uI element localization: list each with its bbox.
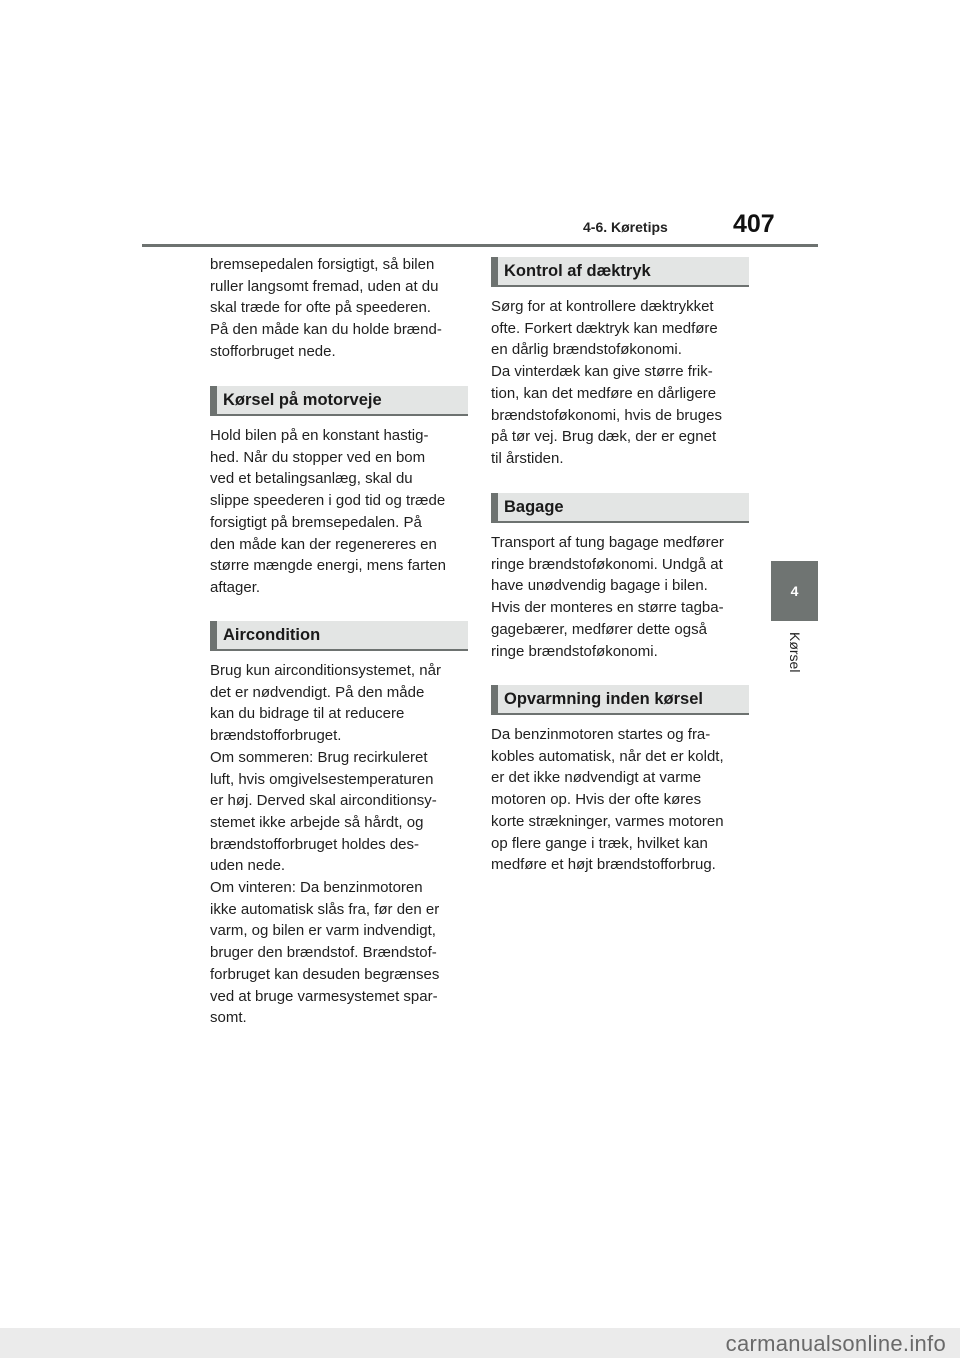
- chapter-label: Kørsel: [787, 632, 803, 673]
- section-text-motorway: Hold bilen på en konstant hastig- hed. Når du stopper ved en bom ved et betalingsanlæg, skal du slippe speederen i god tid og træde forsigtigt på bremsepedalen. På den måde kan der regenereres en større mængde energi, mens farten aftager.: [210, 427, 446, 596]
- section-heading-motorway: Kørsel på motorveje: [210, 386, 468, 416]
- section-heading-luggage: Bagage: [491, 493, 749, 523]
- chapter-tab: [771, 561, 818, 621]
- intro-paragraph: bremsepedalen forsigtigt, så bilen ruller langsomt fremad, uden at du skal træde for ofte på speederen. På den måde kan du holde brænd- stofforbruget nede.: [210, 256, 442, 360]
- chapter-number: 4: [790, 583, 799, 599]
- section-heading-warmup: Opvarmning inden kørsel: [491, 685, 749, 715]
- section-heading-tire-pressure: Kontrol af dæktryk: [491, 257, 749, 287]
- section-heading-aircondition: Aircondition: [210, 621, 468, 651]
- section-text-tire-pressure: Sørg for at kontrollere dæktrykket ofte. Forkert dæktryk kan medføre en dårlig brændstoføkonomi. Da vinterdæk kan give større frik- tion, kan det medføre en dårligere brændstoføkonomi, hvis de bruges på tør vej. Brug dæk, der er egnet til årstiden.: [491, 298, 722, 467]
- header-divider: [142, 244, 818, 247]
- section-text-aircondition: Brug kun airconditionsystemet, når det er nødvendigt. På den måde kan du bidrage til at reducere brændstofforbruget. Om sommeren: Brug recirkuleret luft, hvis omgivelsestemperaturen er høj. Derved skal airconditionsy- stemet ikke arbejde så hårdt, og brændstofforbruget holdes des- uden nede. Om vinteren: Da benzinmotoren ikke automatisk slås fra, før den er varm, og bilen er varm indvendigt, bruger den brændstof. Brændstof- forbruget kan desuden begrænses ved at bruge varmesystemet spar- somt.: [210, 662, 441, 1027]
- section-text-warmup: Da benzinmotoren startes og fra- kobles automatisk, når det er koldt, er det ikke nødvendigt at varme motoren op. Hvis der ofte køres korte strækninger, varmes motoren op flere gange i træk, hvilket kan medføre et højt brændstofforbrug.: [491, 726, 724, 874]
- watermark-text: carmanualsonline.info: [725, 1331, 946, 1356]
- section-text-luggage: Transport af tung bagage medfører ringe brændstoføkonomi. Undgå at have unødvendig bagage i bilen. Hvis der monteres en større tagba- gagebærer, medfører dette også ringe brændstoføkonomi.: [491, 534, 724, 660]
- section-title: 4-6. Køretips: [583, 219, 668, 235]
- page-number: 407: [733, 210, 775, 238]
